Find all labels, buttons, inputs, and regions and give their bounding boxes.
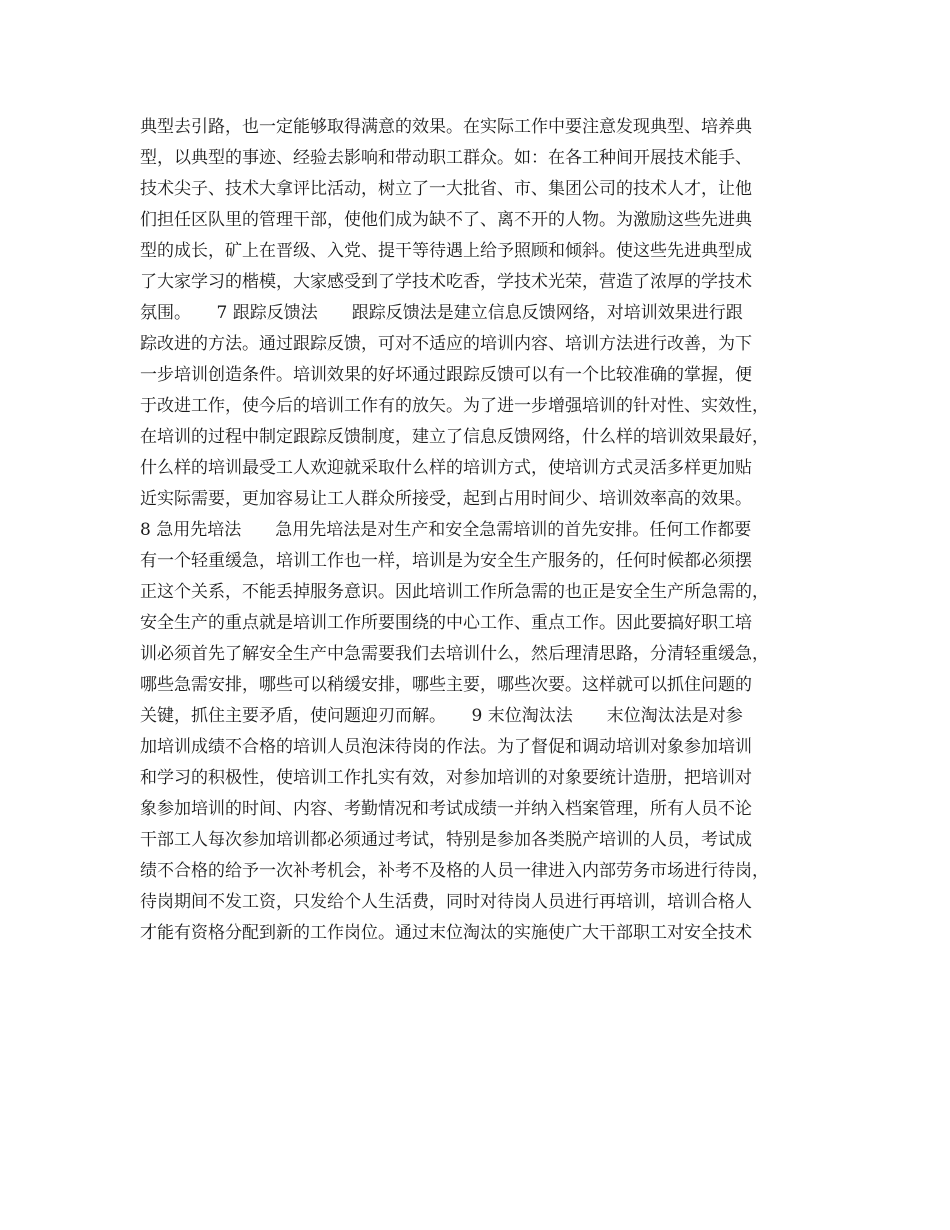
text-line: 近实际需要，更加容易让工人群众所接受，起到占用时间少、培训效率高的效果。 [140,489,752,509]
text-line: 什么样的培训最受工人欢迎就采取什么样的培训方式，使培训方式灵活多样更加贴 [140,458,752,478]
text-line: 在培训的过程中制定跟踪反馈制度，建立了信息反馈网络，什么样的培训效果最好， [140,427,769,447]
text-line: 型的成长，矿上在晋级、入党、提干等待遇上给予照顾和倾斜。使这些先进典型成 [140,241,752,261]
text-line: 有一个轻重缓急，培训工作也一样，培训是为安全生产服务的，任何时候都必须摆 [140,551,752,571]
text-line: 干部工人每次参加培训都必须通过考试，特别是参加各类脱产培训的人员，考试成 [140,830,752,850]
text-line: 安全生产的重点就是培训工作所要围绕的中心工作、重点工作。因此要搞好职工培 [140,613,752,633]
text-line: 型，以典型的事迹、经验去影响和带动职工群众。如：在各工种间开展技术能手、 [140,148,752,168]
text-line: 于改进工作，使今后的培训工作有的放矢。为了进一步增强培训的针对性、实效性， [140,396,769,416]
text-line: 正这个关系，不能丢掉服务意识。因此培训工作所急需的也正是安全生产所急需的， [140,582,769,602]
text-line: 一步培训创造条件。培训效果的好坏通过跟踪反馈可以有一个比较准确的掌握，便 [140,365,752,385]
text-line: 加培训成绩不合格的培训人员泡沫待岗的作法。为了督促和调动培训对象参加培训 [140,737,752,757]
text-line: 8 急用先培法 急用先培法是对生产和安全急需培训的首先安排。任何工作都要 [140,520,752,540]
text-line: 哪些急需安排，哪些可以稍缓安排，哪些主要，哪些次要。这样就可以抓住问题的 [140,675,752,695]
text-line: 氛围。 7 跟踪反馈法 跟踪反馈法是建立信息反馈网络，对培训效果进行跟 [140,303,743,323]
text-line: 关键，抓住主要矛盾，使问题迎刃而解。 9 末位淘汰法 末位淘汰法是对参 [140,706,743,726]
text-line: 待岗期间不发工资，只发给个人生活费，同时对待岗人员进行再培训，培训合格人 [140,892,752,912]
text-line: 训必须首先了解安全生产中急需要我们去培训什么，然后理清思路，分清轻重缓急， [140,644,769,664]
text-line: 象参加培训的时间、内容、考勤情况和考试成绩一并纳入档案管理，所有人员不论 [140,799,752,819]
text-line: 们担任区队里的管理干部，使他们成为缺不了、离不开的人物。为激励这些先进典 [140,210,752,230]
text-line: 踪改进的方法。通过跟踪反馈，可对不适应的培训内容、培训方法进行改善，为下 [140,334,752,354]
text-line: 绩不合格的给予一次补考机会，补考不及格的人员一律进入内部劳务市场进行待岗， [140,861,769,881]
text-line: 才能有资格分配到新的工作岗位。通过末位淘汰的实施使广大干部职工对安全技术 [140,923,752,943]
body-text [140,112,830,949]
text-line: 典型去引路，也一定能够取得满意的效果。在实际工作中要注意发现典型、培养典 [140,117,752,137]
text-line: 了大家学习的楷模，大家感受到了学技术吃香，学技术光荣，营造了浓厚的学技术 [140,272,752,292]
text-line: 技术尖子、技术大拿评比活动，树立了一大批省、市、集团公司的技术人才，让他 [140,179,752,199]
text-line: 和学习的积极性，使培训工作扎实有效，对参加培训的对象要统计造册，把培训对 [140,768,752,788]
